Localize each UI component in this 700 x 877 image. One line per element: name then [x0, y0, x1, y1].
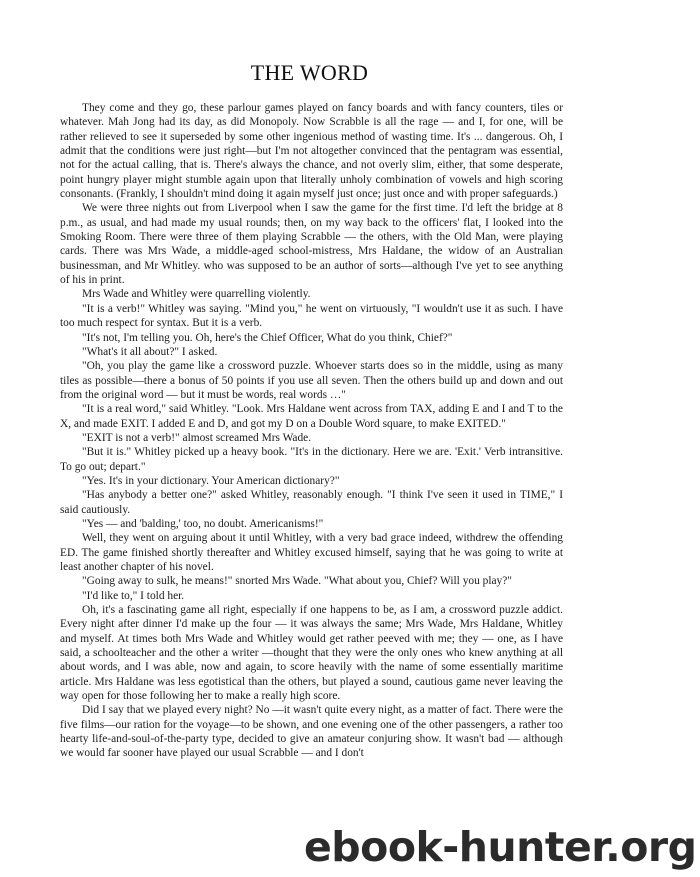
paragraph: "Has anybody a better one?" asked Whitley, reasonably enough. "I think I've seen it used in TIME," I said cautiously.	[60, 489, 563, 516]
paragraph: "Going away to sulk, he means!" snorted Mrs Wade. "What about you, Chief? Will you play?"	[82, 575, 512, 588]
paragraph: "What's it all about?" I asked.	[82, 345, 218, 358]
paragraph: "Yes — and 'balding,' too, no doubt. Americanisms!"	[82, 517, 324, 530]
paragraph: "It's not, I'm telling you. Oh, here's the Chief Officer, What do you think, Chief?"	[82, 331, 453, 344]
paragraph: "It is a verb!" Whitley was saying. "Mind you," he went on virtuously, "I wouldn't use it as such. I have too much respect for syntax. But it is a verb.	[60, 302, 563, 330]
paragraph: "But it is." Whitley picked up a heavy book. "It's in the dictionary. Here we are. 'Exit.' Verb intransitive. To go out; depart."	[60, 446, 563, 473]
paragraph: "It is a real word," said Whitley. "Look. Mrs Haldane went across from TAX, adding E and I and T to the X, and made EXIT. I added E and D, and got my D on a Double Word square, to make EXITED."	[60, 403, 563, 430]
paragraph: They come and they go, these parlour games played on fancy boards and with fancy counters, tiles or whatever. Mah Jong had its day, as did Monopoly. Now Scrabble is all the rage — and I, for one, will be rather relieved to see it superseded by some other ingenious method of wasting time. It's ... dangerous. Oh, I admit that the conditions were just right—but I'm not altogether convinced that the pentagram was essential, not for the actual calling, that is. There's always the chance, and not overly slim, either, that some desperate, point hungry player might stumble again upon that literally unholy combination of vowels and high scoring consonants. (Frankly, I shouldn't mind doing it again myself just once; just once and with proper safeguards.)	[60, 102, 563, 201]
watermark: ebook-hunter.org	[300, 823, 700, 871]
paragraph: Oh, it's a fascinating game all right, especially if one happens to be, as I am, a crossword puzzle addict. Every night after dinner I'd make up the four — it was always the same; Mrs Wade, Mrs Haldane, Whitley and myself. At times both Mrs Wade and Whitley would get rather peeved with me; they — one, as I have said, a schoolteacher and the other a writer —thought that they were the only ones who knew anything at all about words, and I was able, now and again, to score heavily with the name of some essentially maritime article. Mrs Haldane was less egotistical than the others, but played a sound, cautious game never leaving the way open for those following her to make a really high score.	[60, 604, 563, 703]
paragraph: "EXIT is not a verb!" almost screamed Mrs Wade.	[82, 431, 312, 444]
document-title: THE WORD	[250, 60, 369, 85]
paragraph: "Oh, you play the game like a crossword puzzle. Whoever starts does so in the middle, using as many tiles as possible—there a bonus of 50 points if you use all seven. Then the others build up and down and out from the original word — but it must be words, real words …"	[60, 360, 563, 401]
paragraph: "I'd like to," I told her.	[82, 589, 185, 602]
paragraph: We were three nights out from Liverpool when I saw the game for the first time. I'd left the bridge at 8 p.m., as usual, and had made my usual rounds; then, on my way back to the officers' flat, I looked into the Smoking Room. There were three of them playing Scrabble — the others, with the Old Man, were playing cards. There was Mrs Wade, a middle-aged school-mistress, Mrs Haldane, the widow of an Australian businessman, and Mr Whitley. who was supposed to be an author of sorts—although I've yet to see anything of his in print.	[60, 202, 563, 287]
paragraph: Mrs Wade and Whitley were quarrelling violently.	[82, 288, 311, 301]
paragraph: Well, they went on arguing about it until Whitley, with a very bad grace indeed, withdrew the offending ED. The game finished shortly thereafter and Whitley excused himself, saying that he was going to write at least another chapter of his novel.	[60, 532, 563, 573]
paragraph: "Yes. It's in your dictionary. Your American dictionary?"	[82, 474, 340, 487]
paragraph: Did I say that we played every night? No —it wasn't quite every night, as a matter of fact. There were the five films—our ration for the voyage—to be shown, and one evening one of the other passengers, a rather too hearty life-and-soul-of-the-party type, decided to give an amateur conjuring show. It wasn't bad — although we would far sooner have played our usual Scrabble — and I don't	[60, 704, 563, 760]
document-body	[60, 101, 563, 761]
